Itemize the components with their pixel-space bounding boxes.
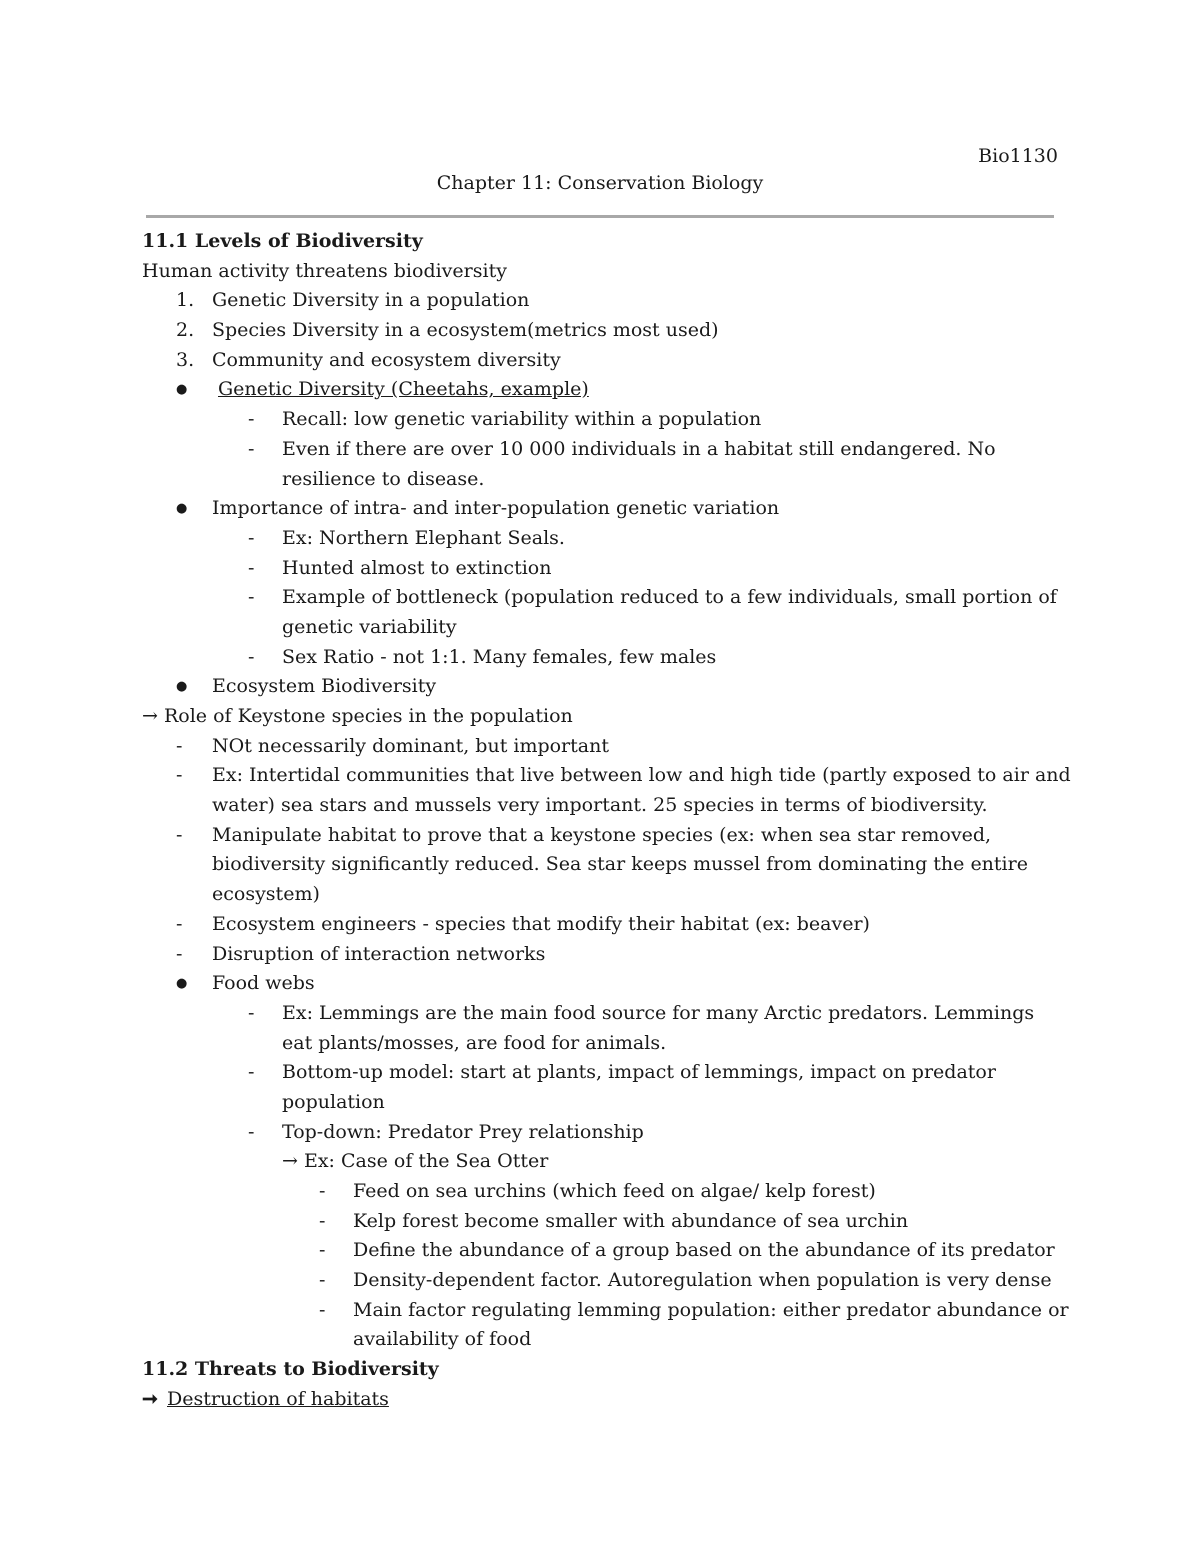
continuation-line: resilience to disease. [282, 467, 485, 490]
continuation-line: water) sea stars and mussels very important. 25 species in terms of biodiversity. [212, 794, 988, 817]
dash-item: - Ex: Northern Elephant Seals. [248, 526, 565, 549]
dash-item: - Hunted almost to extinction [248, 556, 552, 579]
dash-item: - Ex: Intertidal communities that live between low and high tide (partly exposed to air and [176, 764, 1071, 787]
bullet-item: ● Genetic Diversity (Cheetahs, example) [142, 375, 1062, 405]
dash-item: - Ex: Lemmings are the main food source for many Arctic predators. Lemmings [248, 1001, 1035, 1024]
dash-item: - Ecosystem engineers - species that modify their habitat (ex: beaver) [176, 912, 870, 935]
keystone-heading: → Role of Keystone species in the population [142, 705, 573, 727]
sea-otter-heading: → Ex: Case of the Sea Otter [282, 1150, 549, 1173]
bullet-item: ● Ecosystem Biodiversity [142, 672, 1062, 702]
continuation-line: population [282, 1090, 385, 1113]
bullet-icon: ● [176, 976, 188, 992]
continuation-line: biodiversity significantly reduced. Sea star keeps mussel from dominating the entire [212, 853, 1028, 876]
continuation-line: eat plants/mosses, are food for animals. [282, 1031, 667, 1054]
continuation-line: genetic variability [282, 615, 457, 638]
bullet-icon: ● [176, 382, 188, 398]
dash-item: - Bottom-up model: start at plants, impact of lemmings, impact on predator [248, 1061, 996, 1084]
arrow-icon: ➞ [142, 1387, 158, 1410]
continuation-line: ecosystem) [212, 883, 320, 906]
numbered-item: 1. Genetic Diversity in a population [176, 289, 530, 312]
bullet-icon: ● [176, 501, 188, 517]
dash-item: - Density-dependent factor. Autoregulation when population is very dense [319, 1269, 1052, 1292]
bullet-item: ● Importance of intra- and inter-population genetic variation [142, 494, 1062, 524]
bullet-item: ● Food webs [142, 969, 1062, 999]
destruction-line: ➞ Destruction of habitats [142, 1385, 1062, 1415]
dash-item: - Kelp forest become smaller with abundance of sea urchin [319, 1209, 909, 1232]
notes-body [142, 227, 1071, 1415]
dash-item: - Define the abundance of a group based on the abundance of its predator [319, 1239, 1055, 1262]
horizontal-rule [146, 215, 1054, 218]
dash-item: - NOt necessarily dominant, but important [176, 734, 609, 757]
intro-line: Human activity threatens biodiversity [142, 259, 507, 282]
section-heading-11-2: 11.2 Threats to Biodiversity [142, 1358, 439, 1381]
section-heading-11-1: 11.1 Levels of Biodiversity [142, 230, 423, 252]
course-code: Bio1130 [978, 145, 1058, 167]
dash-item: - Disruption of interaction networks [176, 942, 546, 965]
dash-item: - Even if there are over 10 000 individuals in a habitat still endangered. No [248, 437, 996, 460]
dash-item: - Example of bottleneck (population reduced to a few individuals, small portion of [248, 586, 1057, 609]
dash-item: - Feed on sea urchins (which feed on algae/ kelp forest) [319, 1180, 876, 1202]
dash-item: - Recall: low genetic variability within a population [248, 408, 762, 431]
dash-item: - Sex Ratio - not 1:1. Many females, few males [248, 645, 717, 668]
numbered-item: 3. Community and ecosystem diversity [176, 348, 561, 371]
chapter-title: Chapter 11: Conservation Biology [436, 172, 764, 194]
dash-item: - Manipulate habitat to prove that a keystone species (ex: when sea star removed, [176, 823, 992, 846]
bullet-icon: ● [176, 679, 188, 695]
continuation-line: availability of food [353, 1328, 532, 1351]
dash-item: - Main factor regulating lemming population: either predator abundance or [319, 1298, 1069, 1321]
dash-item: - Top-down: Predator Prey relationship [248, 1120, 644, 1143]
numbered-item: 2. Species Diversity in a ecosystem(metrics most used) [176, 319, 719, 342]
